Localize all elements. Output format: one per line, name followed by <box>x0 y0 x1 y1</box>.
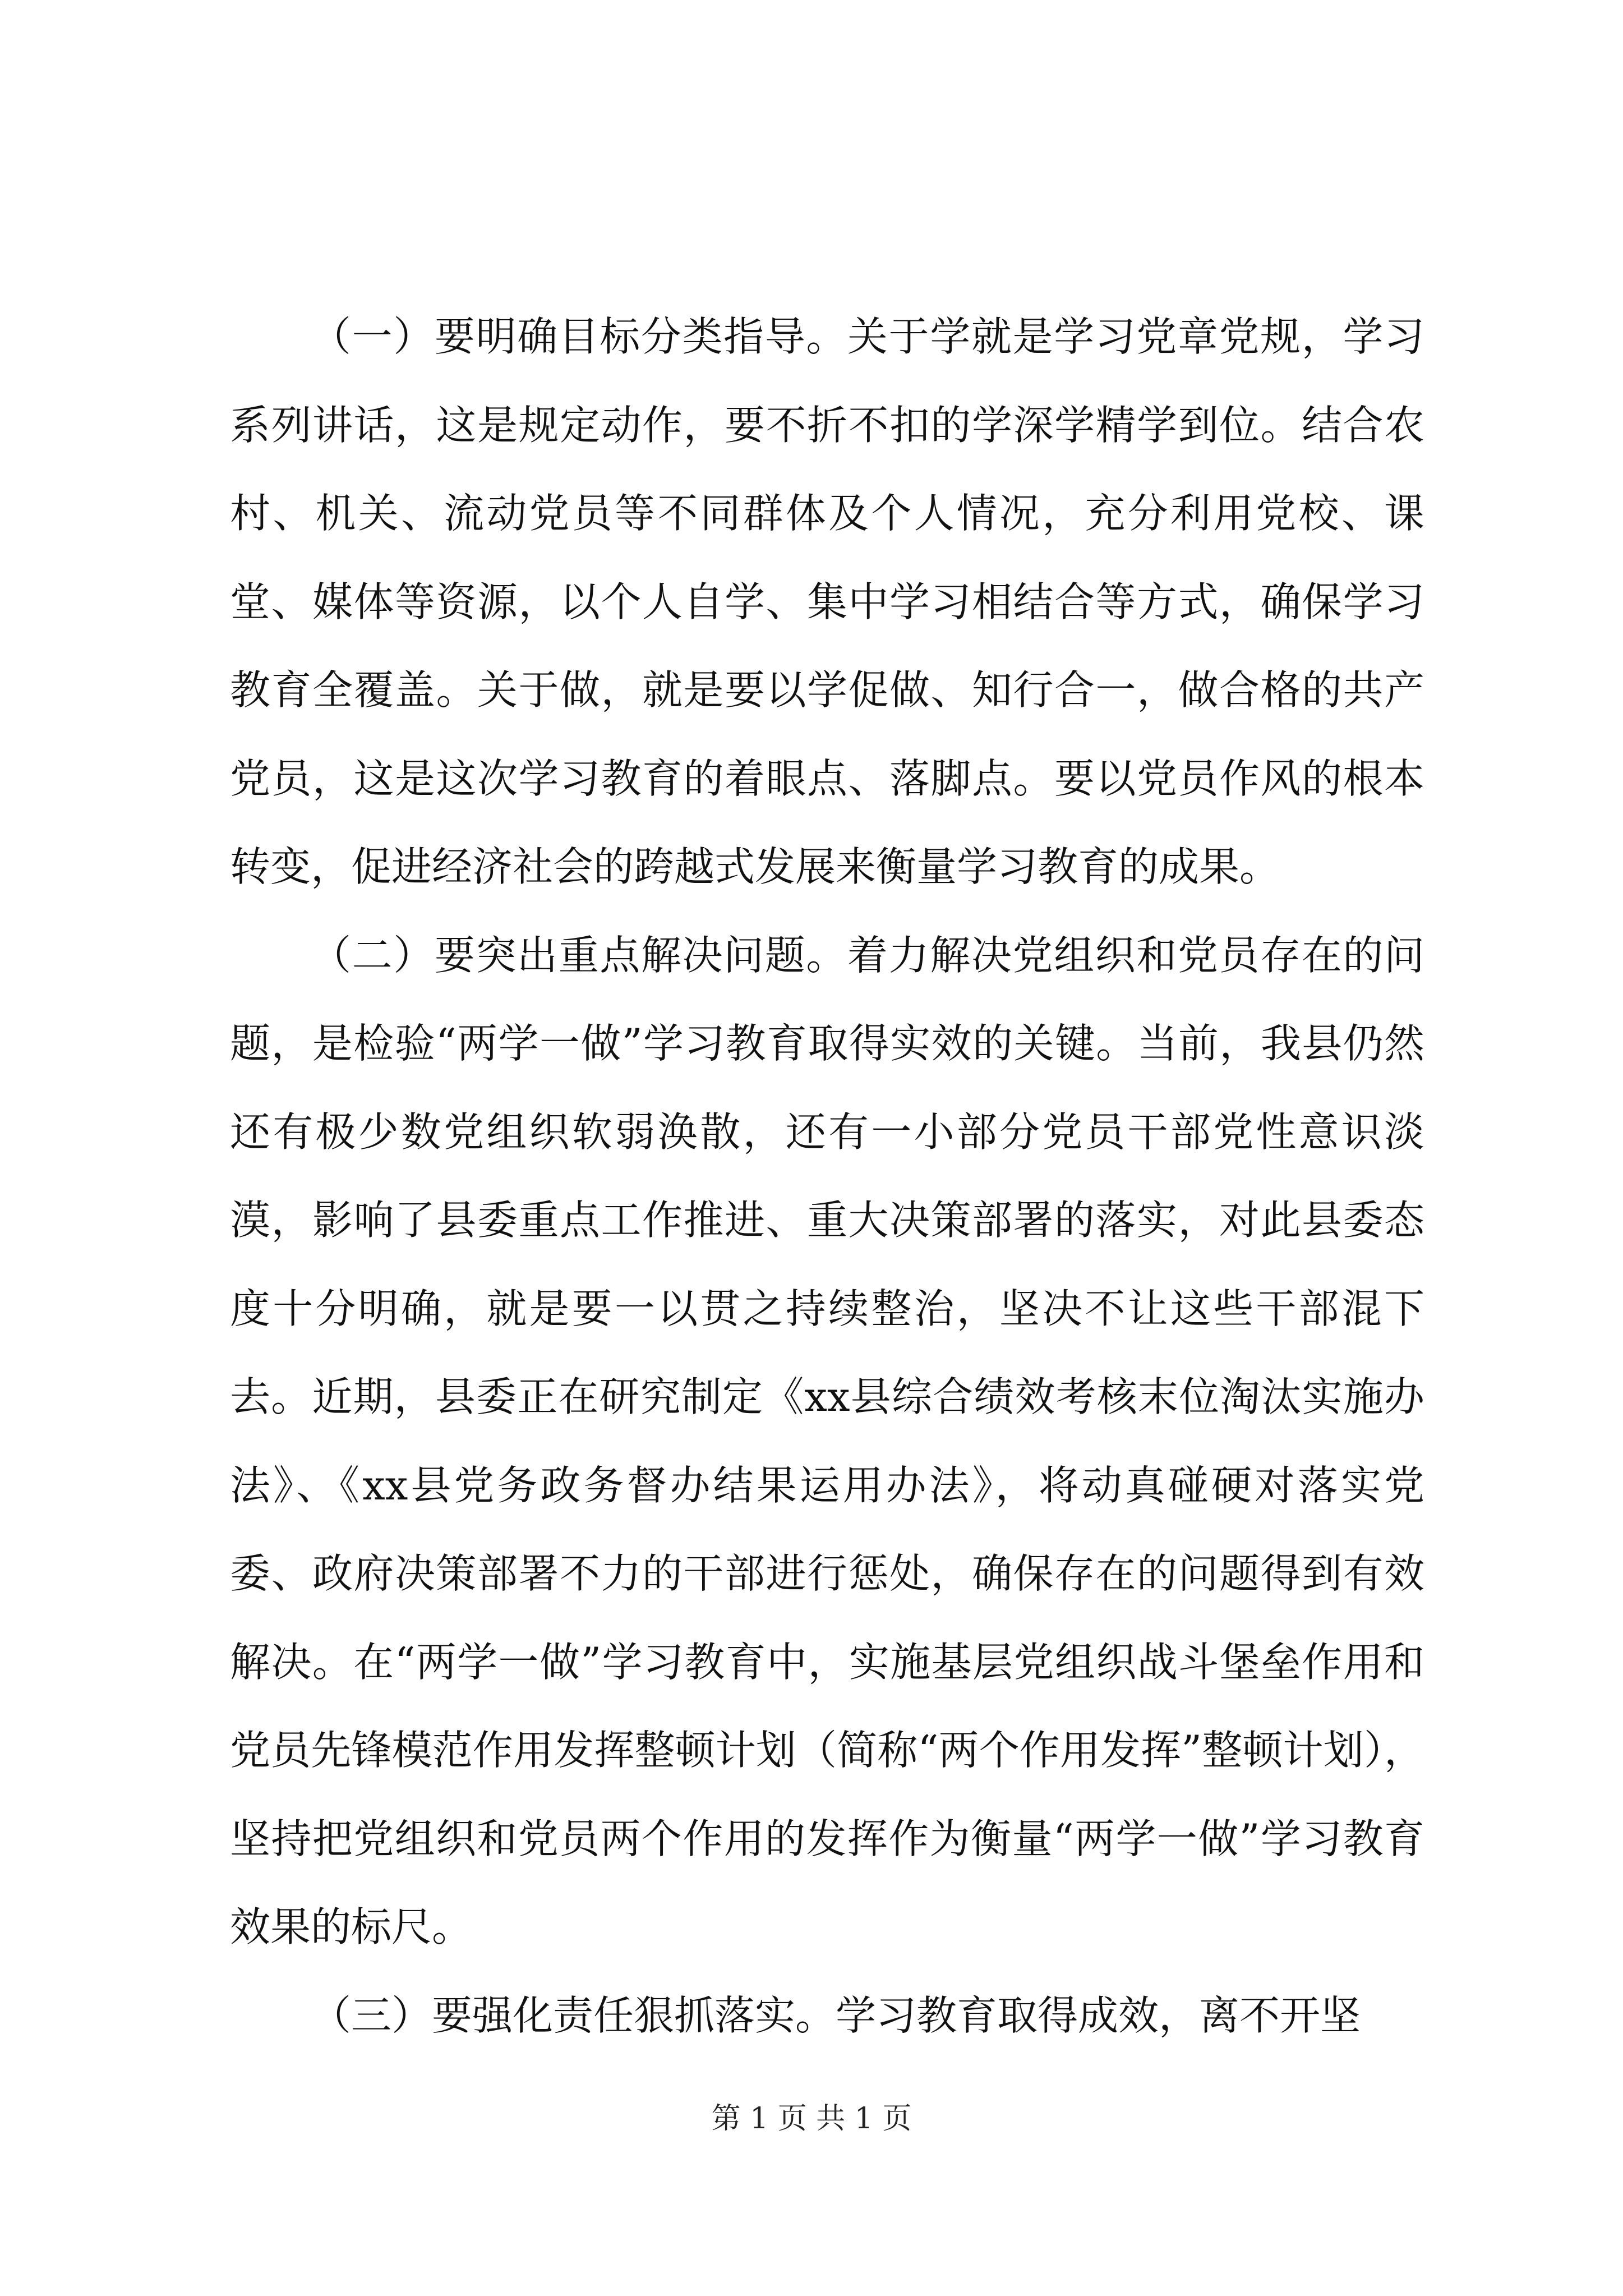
paragraph-2: （二）要突出重点解决问题。着力解决党组织和党员存在的问题，是检验“两学一做”学习教育取得实效的关键。当前，我县仍然还有极少数党组织软弱涣散，还有一小部分党员干部党性意识淡漠，影响了县委重点工作推进、重大决策部署的落实，对此县委态度十分明确，就是要一以贯之持续整治，坚决不让这些干部混下去。近期，县委正在研究制定《xx县综合绩效考核末位淘汰实施办法》、《xx县党务政务督办结果运用办法》，将动真碰硬对落实党委、政府决策部署不力的干部进行惩处，确保存在的问题得到有效解决。在“两学一做”学习教育中，实施基层党组织战斗堡垒作用和党员先锋模范作用发挥整顿计划（简称“两个作用发挥”整顿计划），坚持把党组织和党员两个作用的发挥作为衡量“两学一做”学习教育效果的标尺。 <box>230 931 1424 1950</box>
paragraph-1: （一）要明确目标分类指导。关于学就是学习党章党规，学习系列讲话，这是规定动作，要不折不扣的学深学精学到位。结合农村、机关、流动党员等不同群体及个人情况，充分利用党校、课堂、媒体等资源，以个人自学、集中学习相结合等方式，确保学习教育全覆盖。关于做，就是要以学促做、知行合一，做合格的共产党员，这是这次学习教育的着眼点、落脚点。要以党员作风的根本转变，促进经济社会的跨越式发展来衡量学习教育的成果。 <box>230 313 1424 890</box>
page-footer: 第 1 页 共 1 页 <box>711 2102 912 2136</box>
paragraph-3: （三）要强化责任狠抓落实。学习教育取得成效，离不开坚 <box>311 1991 1361 2039</box>
document-body <box>230 293 1424 2060</box>
